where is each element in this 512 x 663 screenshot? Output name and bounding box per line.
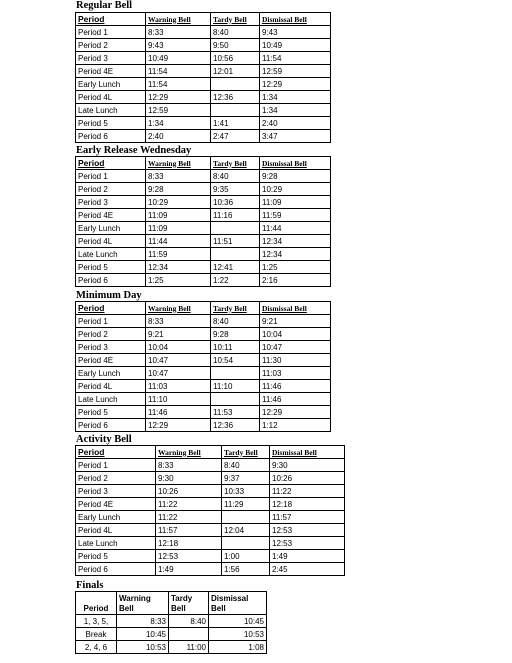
column-header-warning-bell: Warning Bell [156, 446, 222, 459]
table-row [76, 39, 331, 52]
table-cell-dismissal-bell: 11:22 [270, 485, 345, 498]
table-cell-tardy-bell: 12:36 [211, 419, 260, 432]
table-cell-dismissal-bell: 11:57 [270, 511, 345, 524]
table-cell-period: Period 5 [76, 117, 146, 130]
table-cell-warning-bell: 8:33 [156, 459, 222, 472]
table-cell-period: Period 1 [76, 459, 156, 472]
table-row [76, 459, 345, 472]
table-row [76, 91, 331, 104]
finals-cell-tardy [169, 628, 209, 641]
column-header-dismissal-bell: Dismissal Bell [260, 157, 331, 170]
schedule-table-finals [75, 591, 267, 654]
header-row [76, 446, 345, 459]
table-cell-dismissal-bell: 11:44 [260, 222, 331, 235]
table-cell-period: Period 4E [76, 354, 146, 367]
table-cell-warning-bell: 9:30 [156, 472, 222, 485]
table-cell-tardy-bell: 12:04 [222, 524, 270, 537]
table-cell-dismissal-bell: 10:04 [260, 328, 331, 341]
table-cell-period: Period 4E [76, 65, 146, 78]
table-cell-tardy-bell: 8:40 [222, 459, 270, 472]
table-cell-tardy-bell: 9:50 [211, 39, 260, 52]
column-header-period: Period [76, 302, 146, 315]
finals-header-tardy-bell: Tardy Bell [169, 592, 209, 615]
table-cell-period: Period 2 [76, 328, 146, 341]
finals-header-warning-bell: Warning Bell [117, 592, 169, 615]
table-cell-dismissal-bell: 1:25 [260, 261, 331, 274]
table-cell-tardy-bell: 1:00 [222, 550, 270, 563]
column-header-dismissal-bell: Dismissal Bell [260, 302, 331, 315]
table-cell-warning-bell: 10:49 [146, 52, 211, 65]
column-header-warning-bell: Warning Bell [146, 157, 211, 170]
table-cell-period: Period 5 [76, 550, 156, 563]
table-cell-warning-bell: 8:33 [146, 26, 211, 39]
table-cell-period: Period 4E [76, 209, 146, 222]
table-cell-dismissal-bell: 2:40 [260, 117, 331, 130]
table-row [76, 367, 331, 380]
table-row [76, 563, 345, 576]
table-row [76, 26, 331, 39]
table-cell-dismissal-bell: 9:30 [270, 459, 345, 472]
table-cell-warning-bell: 12:59 [146, 104, 211, 117]
table-cell-tardy-bell: 9:37 [222, 472, 270, 485]
table-cell-tardy-bell: 9:28 [211, 328, 260, 341]
schedule-table-regular-bell [75, 12, 331, 143]
finals-cell-dismissal: 10:53 [209, 628, 267, 641]
table-cell-period: Period 4L [76, 380, 146, 393]
table-cell-warning-bell: 11:22 [156, 498, 222, 511]
finals-cell-tardy: 11:00 [169, 641, 209, 654]
table-cell-tardy-bell: 12:36 [211, 91, 260, 104]
finals-header-dismissal-bell: Dismissal Bell [209, 592, 267, 615]
table-cell-dismissal-bell: 12:18 [270, 498, 345, 511]
table-cell-warning-bell: 9:28 [146, 183, 211, 196]
table-cell-dismissal-bell: 9:43 [260, 26, 331, 39]
table-cell-tardy-bell: 11:16 [211, 209, 260, 222]
table-cell-dismissal-bell: 10:47 [260, 341, 331, 354]
table-cell-tardy-bell: 10:33 [222, 485, 270, 498]
table-cell-period: Late Lunch [76, 393, 146, 406]
column-header-tardy-bell: Tardy Bell [211, 302, 260, 315]
table-cell-period: Late Lunch [76, 104, 146, 117]
table-cell-warning-bell: 11:09 [146, 209, 211, 222]
table-cell-tardy-bell: 10:36 [211, 196, 260, 209]
table-row [76, 222, 331, 235]
table-cell-dismissal-bell: 10:49 [260, 39, 331, 52]
table-row [76, 550, 345, 563]
table-cell-warning-bell: 9:43 [146, 39, 211, 52]
finals-cell-period: 1, 3, 5, [76, 615, 117, 628]
table-cell-warning-bell: 10:29 [146, 196, 211, 209]
table-cell-period: Period 6 [76, 130, 146, 143]
table-cell-warning-bell: 11:54 [146, 65, 211, 78]
section-title-early-release-wednesday: Early Release Wednesday [76, 145, 192, 156]
table-cell-warning-bell: 11:03 [146, 380, 211, 393]
table-cell-dismissal-bell: 12:53 [270, 524, 345, 537]
column-header-tardy-bell: Tardy Bell [211, 13, 260, 26]
table-cell-dismissal-bell: 9:21 [260, 315, 331, 328]
table-cell-period: Early Lunch [76, 367, 146, 380]
table-cell-dismissal-bell: 10:29 [260, 183, 331, 196]
table-cell-dismissal-bell: 12:34 [260, 235, 331, 248]
table-row [76, 524, 345, 537]
table-cell-dismissal-bell: 11:46 [260, 393, 331, 406]
table-cell-tardy-bell: 1:56 [222, 563, 270, 576]
table-cell-tardy-bell [211, 222, 260, 235]
table-cell-warning-bell: 8:33 [146, 170, 211, 183]
table-cell-dismissal-bell: 11:46 [260, 380, 331, 393]
table-cell-warning-bell: 11:44 [146, 235, 211, 248]
table-cell-period: Period 3 [76, 52, 146, 65]
table-row [76, 261, 331, 274]
table-cell-period: Early Lunch [76, 222, 146, 235]
table-cell-warning-bell: 8:33 [146, 315, 211, 328]
table-row [76, 393, 331, 406]
table-cell-period: Period 1 [76, 26, 146, 39]
table-cell-tardy-bell: 1:22 [211, 274, 260, 287]
table-cell-warning-bell: 9:21 [146, 328, 211, 341]
table-cell-period: Period 6 [76, 563, 156, 576]
table-cell-tardy-bell: 10:54 [211, 354, 260, 367]
table-cell-warning-bell: 11:46 [146, 406, 211, 419]
table-cell-period: Period 2 [76, 472, 156, 485]
column-header-dismissal-bell: Dismissal Bell [270, 446, 345, 459]
table-cell-period: Period 5 [76, 261, 146, 274]
table-cell-tardy-bell: 11:53 [211, 406, 260, 419]
table-cell-warning-bell: 1:49 [156, 563, 222, 576]
table-cell-warning-bell: 10:26 [156, 485, 222, 498]
schedule-table-minimum-day [75, 301, 331, 432]
table-cell-dismissal-bell: 2:16 [260, 274, 331, 287]
table-cell-tardy-bell: 8:40 [211, 170, 260, 183]
table-cell-warning-bell: 11:57 [156, 524, 222, 537]
finals-row [76, 628, 267, 641]
table-row [76, 511, 345, 524]
table-cell-dismissal-bell: 11:09 [260, 196, 331, 209]
table-cell-warning-bell: 11:54 [146, 78, 211, 91]
table-cell-tardy-bell [211, 393, 260, 406]
table-cell-warning-bell: 12:53 [156, 550, 222, 563]
table-row [76, 406, 331, 419]
table-row [76, 328, 331, 341]
table-cell-dismissal-bell: 11:59 [260, 209, 331, 222]
table-cell-period: Period 3 [76, 196, 146, 209]
table-row [76, 65, 331, 78]
table-row [76, 196, 331, 209]
table-row [76, 248, 331, 261]
finals-header-row [76, 592, 267, 615]
table-row [76, 78, 331, 91]
finals-row [76, 615, 267, 628]
section-title-finals: Finals [76, 580, 104, 591]
table-cell-dismissal-bell: 1:12 [260, 419, 331, 432]
table-cell-period: Period 6 [76, 419, 146, 432]
table-row [76, 130, 331, 143]
table-cell-period: Period 2 [76, 183, 146, 196]
table-cell-dismissal-bell: 2:45 [270, 563, 345, 576]
table-row [76, 341, 331, 354]
table-cell-tardy-bell: 10:56 [211, 52, 260, 65]
table-row [76, 419, 331, 432]
section-title-minimum-day: Minimum Day [76, 290, 142, 301]
finals-cell-period: 2, 4, 6 [76, 641, 117, 654]
table-cell-period: Early Lunch [76, 78, 146, 91]
table-cell-period: Late Lunch [76, 537, 156, 550]
section-title-activity-bell: Activity Bell [76, 434, 132, 445]
column-header-warning-bell: Warning Bell [146, 13, 211, 26]
finals-row [76, 641, 267, 654]
table-cell-warning-bell: 12:29 [146, 91, 211, 104]
table-cell-warning-bell: 11:22 [156, 511, 222, 524]
column-header-dismissal-bell: Dismissal Bell [260, 13, 331, 26]
header-row [76, 13, 331, 26]
table-cell-dismissal-bell: 10:26 [270, 472, 345, 485]
table-cell-period: Period 2 [76, 39, 146, 52]
table-cell-warning-bell: 2:40 [146, 130, 211, 143]
table-cell-dismissal-bell: 1:34 [260, 104, 331, 117]
table-cell-period: Period 3 [76, 485, 156, 498]
table-cell-warning-bell: 1:34 [146, 117, 211, 130]
table-cell-warning-bell: 10:47 [146, 354, 211, 367]
table-cell-dismissal-bell: 12:34 [260, 248, 331, 261]
table-cell-warning-bell: 11:09 [146, 222, 211, 235]
table-row [76, 235, 331, 248]
header-row [76, 302, 331, 315]
table-cell-tardy-bell: 12:01 [211, 65, 260, 78]
table-cell-tardy-bell: 11:10 [211, 380, 260, 393]
finals-cell-tardy: 8:40 [169, 615, 209, 628]
header-row [76, 157, 331, 170]
finals-cell-dismissal: 10:45 [209, 615, 267, 628]
table-row [76, 52, 331, 65]
finals-cell-warning: 8:33 [117, 615, 169, 628]
table-cell-warning-bell: 12:18 [156, 537, 222, 550]
table-row [76, 117, 331, 130]
table-cell-warning-bell: 10:04 [146, 341, 211, 354]
table-cell-tardy-bell [211, 367, 260, 380]
table-cell-warning-bell: 12:29 [146, 419, 211, 432]
table-cell-dismissal-bell: 12:29 [260, 406, 331, 419]
table-row [76, 380, 331, 393]
table-row [76, 315, 331, 328]
table-cell-tardy-bell: 9:35 [211, 183, 260, 196]
table-cell-period: Period 6 [76, 274, 146, 287]
finals-header-period: Period [76, 592, 117, 615]
table-cell-period: Period 1 [76, 170, 146, 183]
table-cell-dismissal-bell: 1:34 [260, 91, 331, 104]
table-cell-period: Period 4L [76, 91, 146, 104]
table-row [76, 274, 331, 287]
table-cell-dismissal-bell: 3:47 [260, 130, 331, 143]
column-header-period: Period [76, 446, 156, 459]
finals-cell-warning: 10:53 [117, 641, 169, 654]
table-cell-tardy-bell [222, 537, 270, 550]
table-cell-tardy-bell [222, 511, 270, 524]
table-cell-tardy-bell: 11:29 [222, 498, 270, 511]
table-cell-tardy-bell [211, 248, 260, 261]
table-row [76, 170, 331, 183]
table-cell-period: Late Lunch [76, 248, 146, 261]
table-cell-warning-bell: 11:59 [146, 248, 211, 261]
table-row [76, 537, 345, 550]
finals-cell-period: Break [76, 628, 117, 641]
table-cell-warning-bell: 12:34 [146, 261, 211, 274]
table-cell-tardy-bell: 8:40 [211, 26, 260, 39]
column-header-warning-bell: Warning Bell [146, 302, 211, 315]
table-cell-period: Period 4L [76, 524, 156, 537]
table-cell-period: Period 3 [76, 341, 146, 354]
table-cell-warning-bell: 1:25 [146, 274, 211, 287]
schedule-table-early-release-wednesday [75, 156, 331, 287]
table-cell-period: Period 4E [76, 498, 156, 511]
table-cell-dismissal-bell: 11:54 [260, 52, 331, 65]
table-row [76, 209, 331, 222]
table-cell-warning-bell: 11:10 [146, 393, 211, 406]
table-cell-tardy-bell: 2:47 [211, 130, 260, 143]
column-header-period: Period [76, 13, 146, 26]
table-cell-period: Period 4L [76, 235, 146, 248]
table-cell-tardy-bell [211, 78, 260, 91]
table-cell-warning-bell: 10:47 [146, 367, 211, 380]
table-cell-tardy-bell: 8:40 [211, 315, 260, 328]
finals-cell-dismissal: 1:08 [209, 641, 267, 654]
table-cell-period: Early Lunch [76, 511, 156, 524]
table-cell-tardy-bell: 10:11 [211, 341, 260, 354]
table-cell-tardy-bell: 12:41 [211, 261, 260, 274]
table-cell-dismissal-bell: 9:28 [260, 170, 331, 183]
table-cell-tardy-bell: 1:41 [211, 117, 260, 130]
table-row [76, 183, 331, 196]
table-cell-tardy-bell: 11:51 [211, 235, 260, 248]
table-cell-dismissal-bell: 12:29 [260, 78, 331, 91]
table-cell-dismissal-bell: 1:49 [270, 550, 345, 563]
table-row [76, 485, 345, 498]
table-cell-dismissal-bell: 11:03 [260, 367, 331, 380]
table-cell-period: Period 5 [76, 406, 146, 419]
table-row [76, 498, 345, 511]
table-cell-tardy-bell [211, 104, 260, 117]
finals-cell-warning: 10:45 [117, 628, 169, 641]
table-cell-dismissal-bell: 12:59 [260, 65, 331, 78]
table-row [76, 472, 345, 485]
column-header-period: Period [76, 157, 146, 170]
schedule-table-activity-bell [75, 445, 345, 576]
table-cell-dismissal-bell: 11:30 [260, 354, 331, 367]
table-cell-dismissal-bell: 12:53 [270, 537, 345, 550]
section-title-regular-bell: Regular Bell [76, 0, 133, 11]
table-row [76, 354, 331, 367]
table-cell-period: Period 1 [76, 315, 146, 328]
column-header-tardy-bell: Tardy Bell [222, 446, 270, 459]
column-header-tardy-bell: Tardy Bell [211, 157, 260, 170]
table-row [76, 104, 331, 117]
